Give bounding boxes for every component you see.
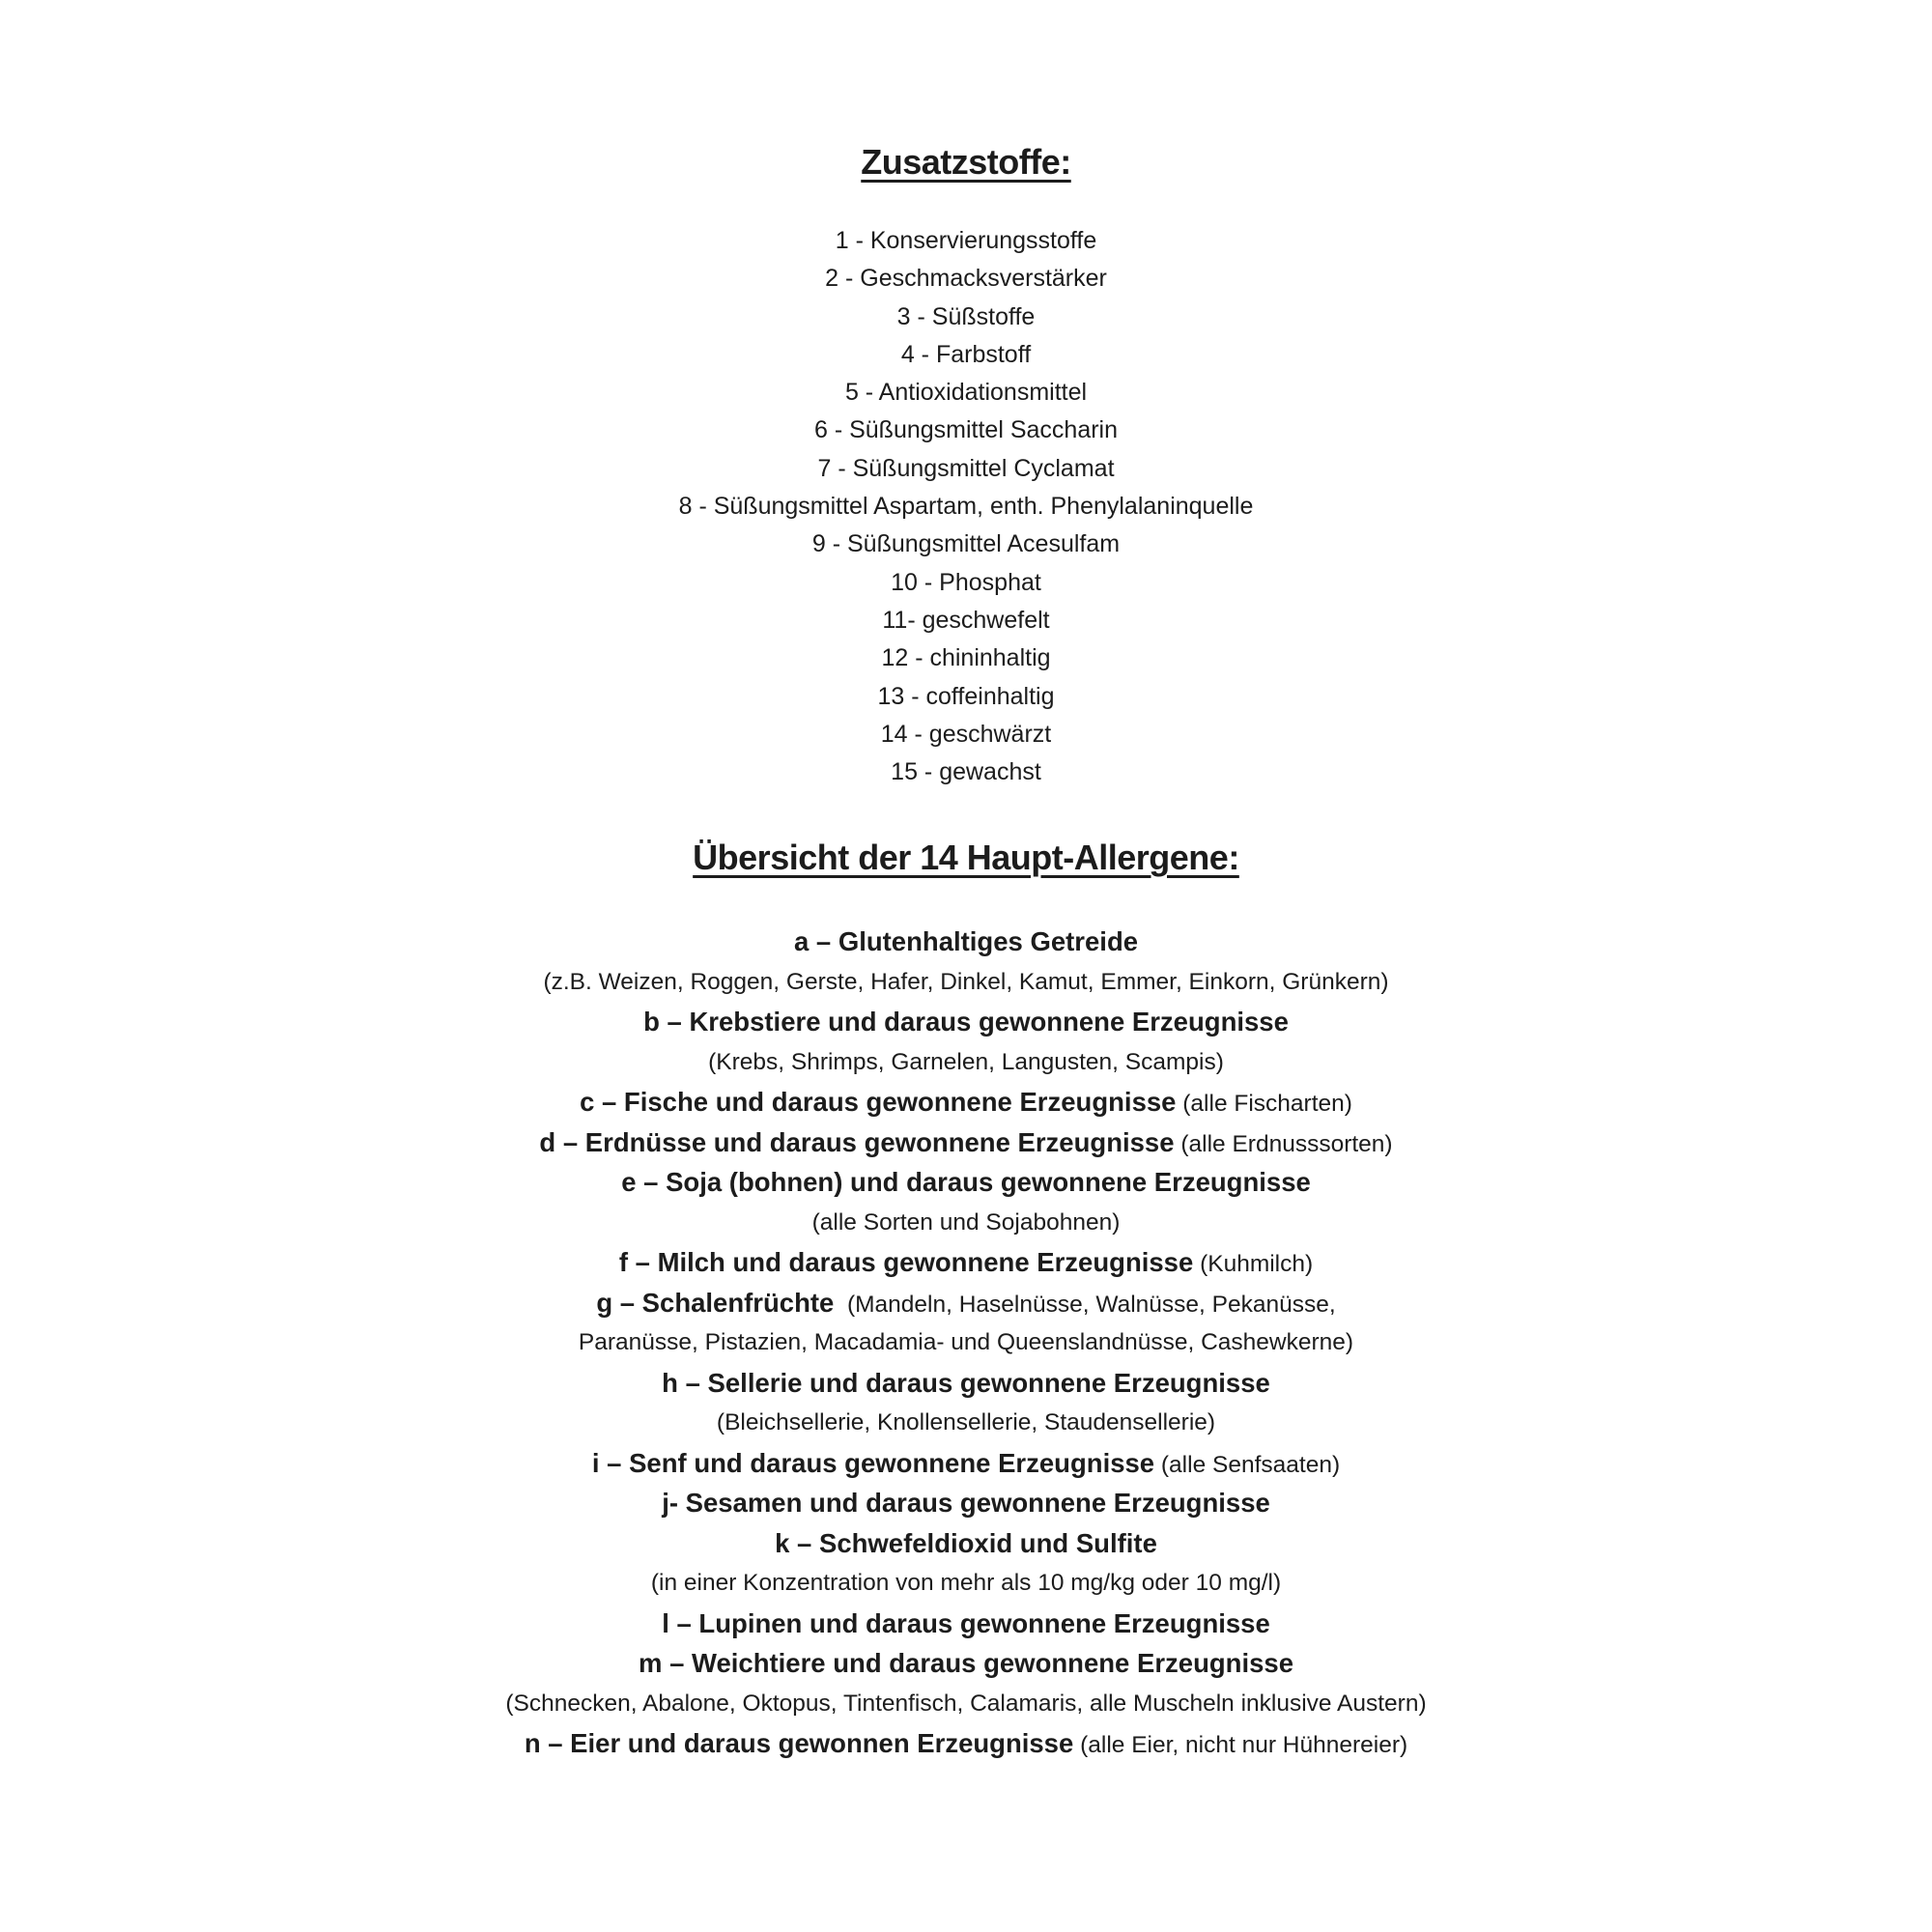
allergen-name: a – Glutenhaltiges Getreide — [793, 926, 1139, 956]
allergen-k — [0, 1523, 1932, 1564]
allergen-f — [0, 1242, 1932, 1283]
additive-item: 15 - gewachst — [891, 758, 1041, 786]
additive-item: 5 - Antioxidationsmittel — [844, 379, 1088, 407]
additive-item: 7 - Süßungsmittel Cyclamat — [817, 454, 1115, 482]
additive-item: 11- geschwefelt — [882, 606, 1050, 634]
allergen-name: c – Fische und daraus gewonnene Erzeugnisse — [580, 1087, 1177, 1117]
allergen-n — [0, 1723, 1932, 1764]
allergens-list — [0, 922, 1932, 1764]
allergen-detail: (z.B. Weizen, Roggen, Gerste, Hafer, Dinkel, Kamut, Emmer, Einkorn, Grünkern) — [543, 968, 1389, 995]
allergen-detail: Paranüsse, Pistazien, Macadamia- und Queenslandnüsse, Cashewkerne) — [578, 1329, 1354, 1355]
additive-item: 1 - Konservierungsstoffe — [835, 227, 1097, 254]
allergen-name: i – Senf und daraus gewonnene Erzeugnisse — [591, 1447, 1155, 1478]
allergen-e — [0, 1162, 1932, 1203]
allergen-g — [0, 1283, 1932, 1323]
allergen-l — [0, 1604, 1932, 1644]
additive-item: 6 - Süßungsmittel Saccharin — [813, 416, 1119, 444]
additives-list — [0, 222, 1932, 791]
allergen-detail: (Mandeln, Haselnüsse, Walnüsse, Pekanüsse, — [834, 1291, 1336, 1318]
allergen-k-detail-line — [0, 1563, 1932, 1604]
allergen-g-detail-line — [0, 1322, 1932, 1363]
allergen-detail: (Schnecken, Abalone, Oktopus, Tintenfisch, Calamaris, alle Muscheln inklusive Austern) — [505, 1690, 1427, 1717]
allergen-name: l – Lupinen und daraus gewonnene Erzeugnisse — [662, 1607, 1270, 1638]
allergen-detail: (Bleichsellerie, Knollensellerie, Staudensellerie) — [716, 1409, 1216, 1435]
allergen-j — [0, 1483, 1932, 1523]
additive-item: 13 - coffeinhaltig — [877, 682, 1055, 710]
allergen-detail: (alle Senfsaaten) — [1154, 1451, 1341, 1478]
allergen-name: g – Schalenfrüchte — [596, 1287, 835, 1318]
allergen-name: d – Erdnüsse und daraus gewonnene Erzeugnisse — [539, 1126, 1175, 1157]
allergen-a-detail-line — [0, 962, 1932, 1003]
allergen-name: n – Eier und daraus gewonnen Erzeugnisse — [524, 1728, 1074, 1758]
allergen-detail: (alle Sorten und Sojabohnen) — [811, 1208, 1121, 1236]
additive-item: 2 - Geschmacksverstärker — [825, 265, 1107, 293]
allergen-a — [0, 922, 1932, 962]
additive-item: 12 - chininhaltig — [881, 644, 1051, 672]
allergen-name: e – Soja (bohnen) und daraus gewonnene Erzeugnisse — [621, 1167, 1311, 1197]
allergen-detail: (alle Erdnusssorten) — [1174, 1130, 1393, 1157]
allergen-b — [0, 1002, 1932, 1042]
allergen-name: b – Krebstiere und daraus gewonnene Erzeugnisse — [643, 1007, 1289, 1037]
allergen-detail: (alle Eier, nicht nur Hühnereier) — [1073, 1732, 1408, 1758]
additive-item: 9 - Süßungsmittel Acesulfam — [811, 530, 1121, 558]
additive-item: 3 - Süßstoffe — [896, 302, 1036, 330]
additive-item: 10 - Phosphat — [891, 568, 1041, 596]
allergen-detail: (Kuhmilch) — [1193, 1251, 1314, 1277]
allergen-d — [0, 1122, 1932, 1163]
allergen-e-detail-line — [0, 1203, 1932, 1243]
allergen-name: h – Sellerie und daraus gewonnene Erzeugnisse — [662, 1367, 1270, 1398]
allergen-h-detail-line — [0, 1403, 1932, 1443]
allergen-name: f – Milch und daraus gewonnene Erzeugnisse — [618, 1247, 1194, 1277]
allergen-m-detail-line — [0, 1684, 1932, 1724]
allergen-b-detail-line — [0, 1042, 1932, 1083]
allergen-m — [0, 1643, 1932, 1684]
allergen-detail: (in einer Konzentration von mehr als 10 mg/kg oder 10 mg/l) — [650, 1570, 1282, 1596]
allergen-name: k – Schwefeldioxid und Sulfite — [775, 1527, 1157, 1558]
allergen-c — [0, 1082, 1932, 1122]
allergen-i — [0, 1443, 1932, 1484]
allergen-name: m – Weichtiere und daraus gewonnene Erzeugnisse — [638, 1648, 1293, 1678]
additives-heading: Zusatzstoffe: — [861, 142, 1071, 182]
allergen-detail: (alle Fischarten) — [1176, 1091, 1352, 1117]
additive-item: 4 - Farbstoff — [900, 340, 1032, 368]
allergen-name: j- Sesamen und daraus gewonnene Erzeugnisse — [662, 1488, 1270, 1518]
additive-item: 14 - geschwärzt — [880, 720, 1052, 748]
allergen-h — [0, 1363, 1932, 1404]
additive-item: 8 - Süßungsmittel Aspartam, enth. Phenylalaninquelle — [678, 493, 1254, 521]
allergens-heading: Übersicht der 14 Haupt-Allergene: — [693, 838, 1239, 877]
allergen-detail: (Krebs, Shrimps, Garnelen, Langusten, Scampis) — [708, 1048, 1224, 1075]
